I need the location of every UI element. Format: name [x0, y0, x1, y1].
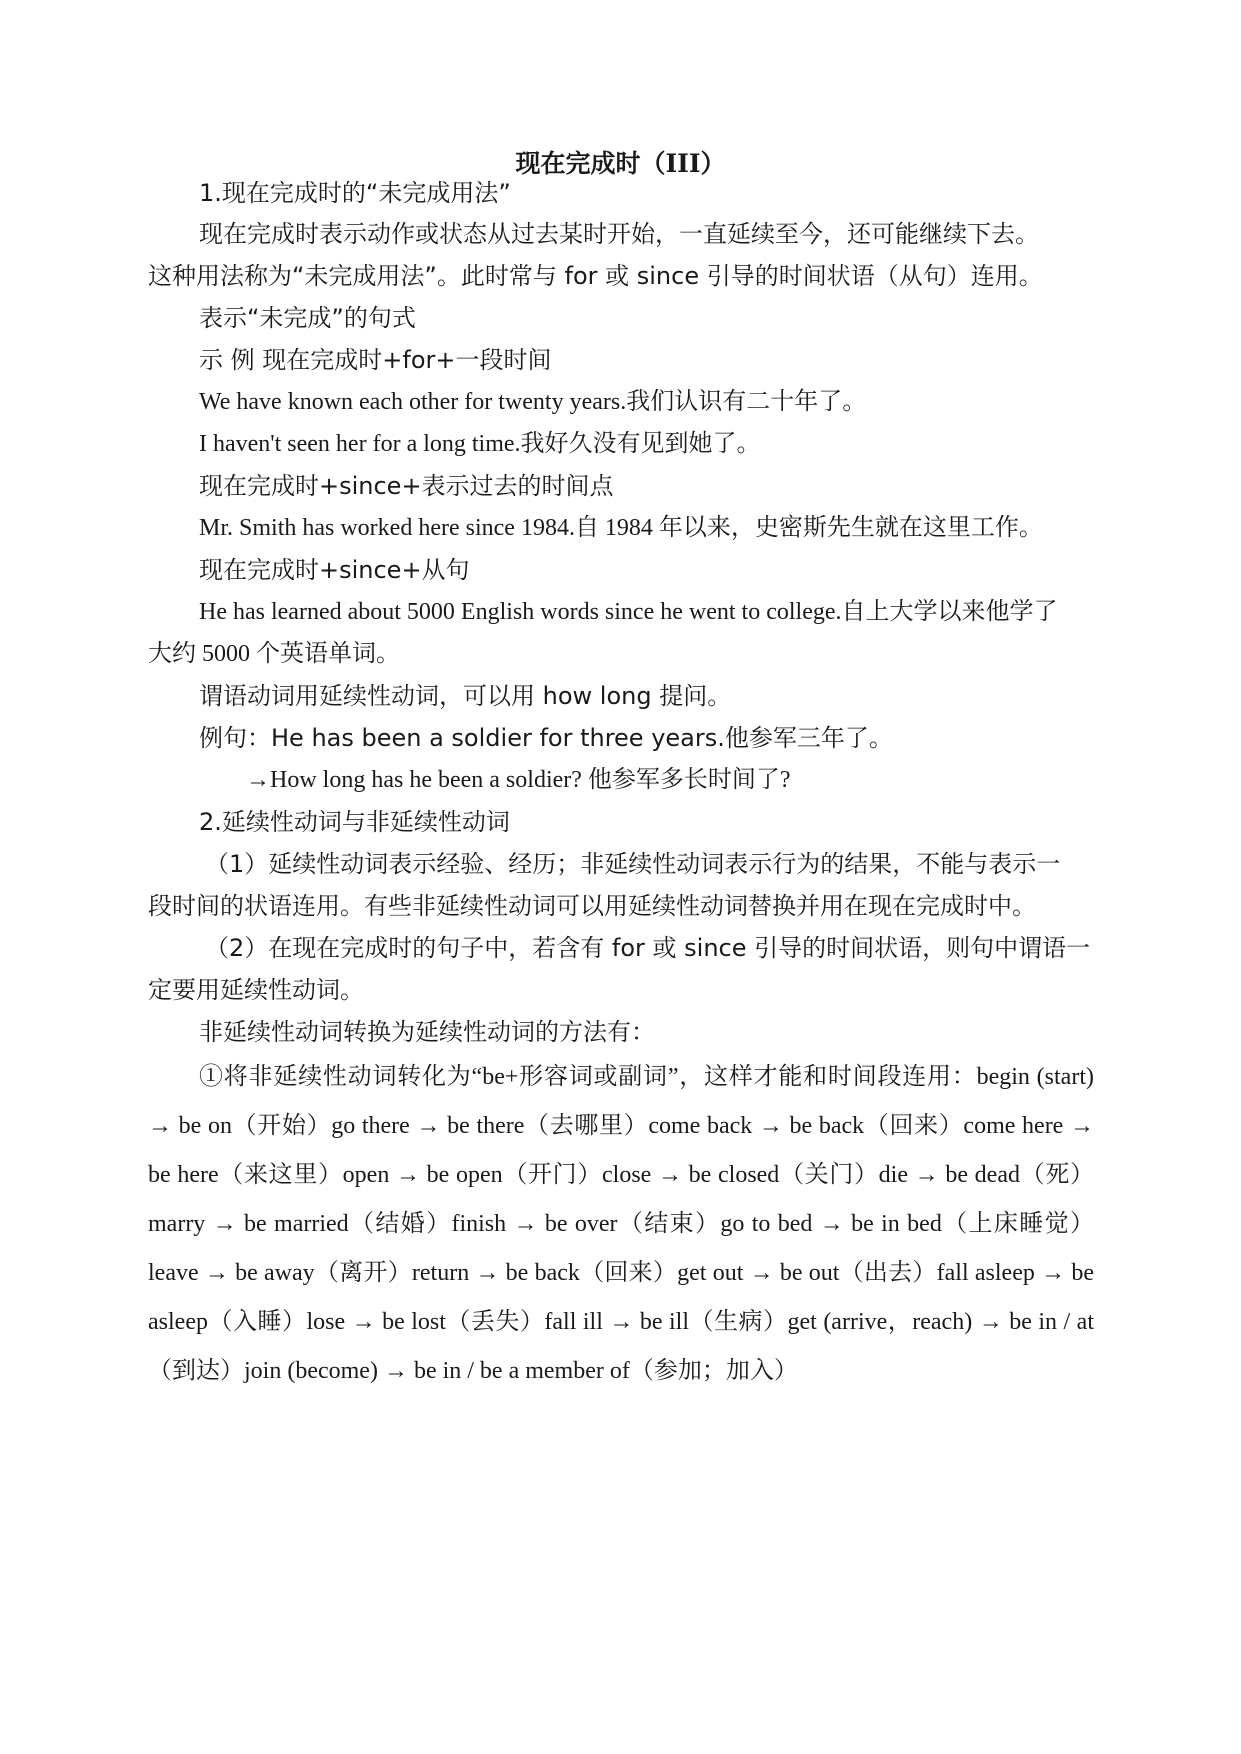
paragraph-line: （1）延续性动词表示经验、经历；非延续性动词表示行为的结果，不能与表示一: [205, 850, 1061, 878]
verb-conversion-text: ①将非延续性动词转化为“be+形容词或副词”，这样才能和时间段连用：begin (start) → be on（开始）go there → be there（去哪里）come back → be back（回来）come here → be here（来这里）open → be open（开门）close → be closed（关门）die → be dead（死）marry → be married（结婚）finish → be over（结束）go to bed → be in bed（上床睡觉）leave → be away（离开）return → be back（回来）get out → be out（出去）fall asleep → be asleep（入睡）lose → be lost（丢失）fall ill → be ill（生病）get (arrive，reach) → be in / at（到达）join (become) → be in / be a member of（参加；加入）: [148, 1064, 1094, 1384]
pattern-line: 现在完成时+since+表示过去的时间点: [199, 472, 614, 500]
paragraph-line: 段时间的状语连用。有些非延续性动词可以用延续性动词替换并用在现在完成时中。: [148, 892, 1036, 920]
paragraph-line: 这种用法称为“未完成用法”。此时常与 for 或 since 引导的时间状语（从句）连用。: [148, 262, 1043, 290]
example-sentence: I haven't seen her for a long time.我好久没有见到她了。: [199, 431, 761, 457]
paragraph-line: （2）在现在完成时的句子中，若含有 for 或 since 引导的时间状语，则句中谓语一: [205, 934, 1091, 962]
paragraph-line: 现在完成时表示动作或状态从过去某时开始，一直延续至今，还可能继续下去。: [199, 220, 1039, 248]
section-1-heading: 1.现在完成时的“未完成用法”: [199, 179, 511, 207]
example-sentence: He has learned about 5000 English words since he went to college.自上大学以来他学了: [199, 599, 1058, 625]
pattern-heading: 表示“未完成”的句式: [199, 304, 416, 332]
example-question: →How long has he been a soldier? 他参军多长时间了?: [246, 767, 791, 793]
example-sentence: 例句：He has been a soldier for three years.他参军三年了。: [199, 724, 893, 752]
verb-conversion-list: [148, 1053, 1094, 1396]
paragraph-line: 定要用延续性动词。: [148, 976, 364, 1004]
page-title: 现在完成时（III）: [515, 149, 726, 178]
pattern-line: 示 例 现在完成时+for+一段时间: [199, 346, 552, 374]
example-sentence: Mr. Smith has worked here since 1984.自 1984 年以来，史密斯先生就在这里工作。: [199, 515, 1043, 541]
paragraph-line: 谓语动词用延续性动词，可以用 how long 提问。: [199, 682, 732, 710]
paragraph-line: 非延续性动词转换为延续性动词的方法有：: [199, 1018, 655, 1046]
example-sentence: 大约 5000 个英语单词。: [148, 641, 400, 667]
pattern-line: 现在完成时+since+从句: [199, 556, 470, 584]
section-2-heading: 2.延续性动词与非延续性动词: [199, 808, 510, 836]
example-sentence: We have known each other for twenty years.我们认识有二十年了。: [199, 389, 867, 415]
